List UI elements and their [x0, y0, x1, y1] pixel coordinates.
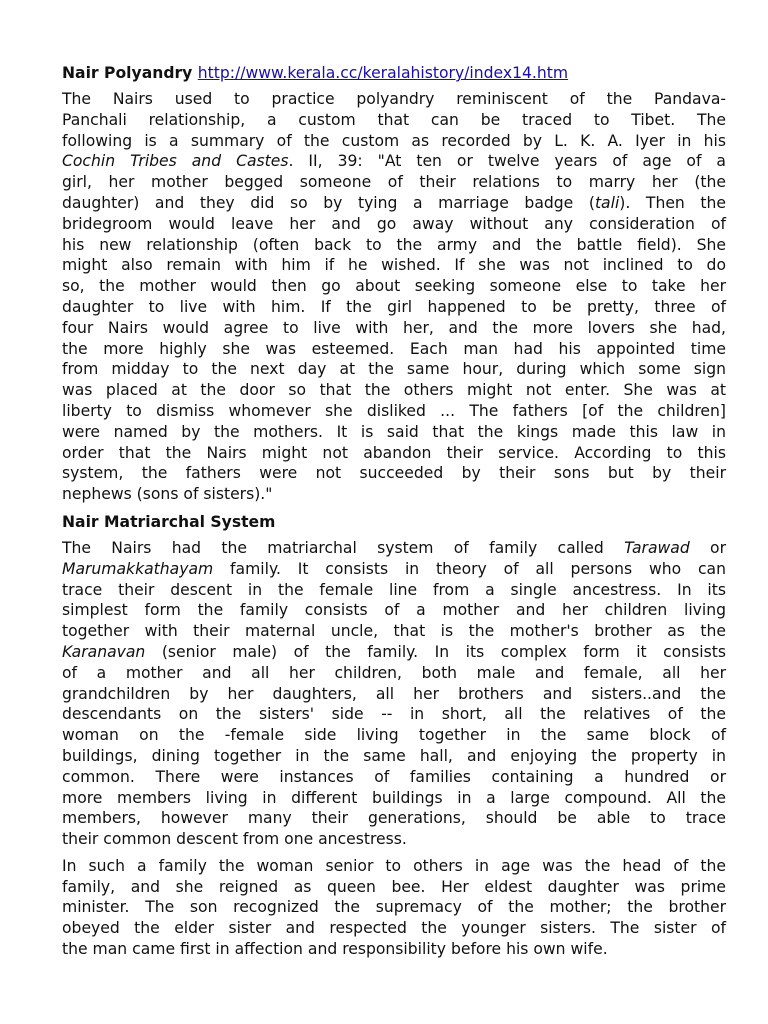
text-line: was placed at the door so that the others might not enter. She was at	[62, 381, 726, 400]
text-line: Karanavan (senior male) of the family. In its complex form it consists	[62, 642, 726, 661]
text-line: system, the fathers were not succeeded by their sons but by their	[62, 464, 726, 483]
document-page	[62, 62, 726, 966]
text-line: simplest form the family consists of a mother and her children living	[62, 601, 726, 620]
section-heading-matriarchal	[62, 511, 726, 533]
text-line: family, and she reigned as queen bee. Her eldest daughter was prime	[62, 877, 726, 896]
text-line: descendants on the sisters' side -- in short, all the relatives of the	[62, 705, 726, 724]
italic-term: Cochin Tribes and Castes	[62, 152, 289, 171]
italic-term: tali	[594, 193, 620, 212]
text-line: more members living in different buildings in a large compound. All the	[62, 788, 726, 807]
text-line: trace their descent in the female line from a single ancestress. In its	[62, 580, 726, 599]
text-line: following is a summary of the custom as recorded by L. K. A. Iyer in his	[62, 131, 726, 150]
text-line: grandchildren by her daughters, all her brothers and sisters..and the	[62, 684, 726, 703]
source-link[interactable]: http://www.kerala.cc/keralahistory/index14.htm	[197, 64, 569, 82]
text-line: bridegroom would leave her and go away without any consideration of	[62, 214, 726, 233]
text-line: obeyed the elder sister and respected the younger sisters. The sister of	[62, 919, 726, 938]
text-line: nephews (sons of sisters)."	[62, 485, 273, 504]
text-line: so, the mother would then go about seeking someone else to take her	[62, 277, 726, 296]
paragraph-matriarchal-1	[62, 538, 726, 850]
section-title: Nair Matriarchal System	[62, 512, 276, 531]
text-line: the man came first in affection and responsibility before his own wife.	[62, 940, 608, 959]
text-line: girl, her mother begged someone of their relations to marry her (the	[62, 173, 726, 192]
text-line: from midday to the next day at the same hour, during which some sign	[62, 360, 726, 379]
text-line: minister. The son recognized the supremacy of the mother; the brother	[62, 898, 726, 917]
text-line: of a mother and all her children, both male and female, all her	[62, 663, 726, 682]
text-line: daughter to live with him. If the girl happened to be pretty, three of	[62, 297, 726, 316]
text-line: their common descent from one ancestress.	[62, 830, 407, 849]
section-title: Nair Polyandry	[62, 64, 193, 82]
text-line: were named by the mothers. It is said that the kings made this law in	[62, 422, 726, 441]
text-line: his new relationship (often back to the army and the battle field). She	[62, 235, 726, 254]
text-line: order that the Nairs might not abandon their service. According to this	[62, 443, 726, 462]
text-line: together with their maternal uncle, that is the mother's brother as the	[62, 622, 726, 641]
text-line: Cochin Tribes and Castes. II, 39: "At ten or twelve years of age of a	[62, 152, 726, 171]
text-line: Marumakkathayam family. It consists in theory of all persons who can	[62, 559, 726, 578]
text-line: buildings, dining together in the same hall, and enjoying the property in	[62, 746, 726, 765]
text-line: The Nairs used to practice polyandry reminiscent of the Pandava-	[62, 90, 726, 108]
text-line: might also remain with him if he wished. If she was not inclined to do	[62, 256, 726, 275]
text-line: liberty to dismiss whomever she disliked ... The fathers [of the children]	[62, 401, 726, 420]
text-line: members, however many their generations, should be able to trace	[62, 809, 726, 828]
paragraph-matriarchal-2	[62, 856, 726, 960]
section-heading-polyandry	[62, 62, 726, 84]
text-line: Panchali relationship, a custom that can be traced to Tibet. The	[62, 110, 726, 129]
text-line: daughter) and they did so by tying a marriage badge (tali). Then the	[62, 193, 726, 212]
text-line: In such a family the woman senior to others in age was the head of the	[62, 856, 726, 875]
text-line: The Nairs had the matriarchal system of family called Tarawad or	[62, 538, 726, 557]
text-line: the more highly she was esteemed. Each man had his appointed time	[62, 339, 726, 358]
text-line: four Nairs would agree to live with her, and the more lovers she had,	[62, 318, 726, 337]
paragraph-polyandry	[62, 89, 726, 505]
text-line: woman on the -female side living together in the same block of	[62, 726, 726, 745]
text-line: common. There were instances of families containing a hundred or	[62, 767, 726, 786]
italic-term: Tarawad	[624, 538, 690, 557]
italic-term: Marumakkathayam	[62, 559, 214, 578]
italic-term: Karanavan	[62, 642, 146, 661]
